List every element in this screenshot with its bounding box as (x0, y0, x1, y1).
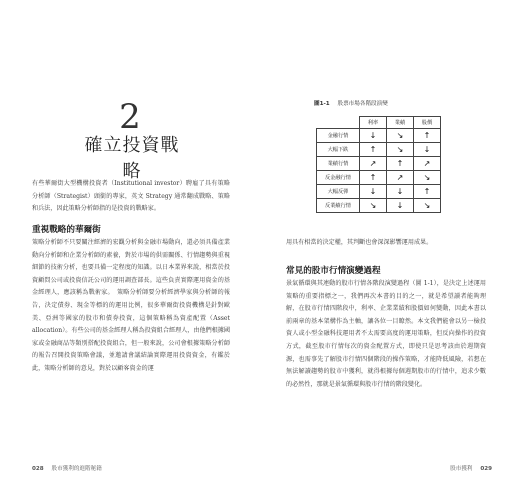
table-row (317, 129, 441, 143)
figure-title: 股票市場各階段演變 (337, 101, 388, 107)
arrow-down-icon: ↓ (396, 186, 404, 196)
arrow-cell (387, 185, 414, 199)
table-row (317, 171, 441, 185)
section-heading-right: 常見的股市行情演變過程 (286, 266, 381, 276)
row-label: 反金融行情 (317, 171, 360, 185)
table-row (317, 157, 441, 171)
table-body (317, 129, 441, 213)
table-row (317, 143, 441, 157)
table-row (317, 199, 441, 213)
section-paragraph-right: 景氣循環與其連動的股市行情各階段演變過程（圖 1-1），是決定上述運用策略的重要指標之一，我們再次本書的目的之一，就是希望讀者能夠理解，在股市行情四階段中，利率、企業業績和股價如何變動，因此本書以前兩章的基本架構作為主軸，讓各位一目瞭然。本文我們能會以另一檢投資人或小型金融科技運用者不太需要高度的運用策略，但反向操作的投資方式，截至股市行情每次的資金配置方式，即使只是思考該由於週期資源，也需事先了解股市行情四個階段的操作策略，才能降低風險，若想在無法解讀趨勢的股市中獲利，就得根據每個週期股市的行情中，追求少數的必然性，那就是景氣循環與股市行情的階段變化。 (286, 280, 486, 388)
arrow-cell (360, 199, 387, 213)
arrow-up-icon: ↑ (423, 130, 431, 140)
arrow-down-icon: ↓ (423, 144, 431, 154)
column-header: 利率 (360, 117, 387, 129)
arrow-cell (360, 157, 387, 171)
arrow-down-right-icon: ↘ (396, 144, 404, 154)
arrow-cell (387, 143, 414, 157)
arrow-cell (414, 171, 441, 185)
arrow-up-right-icon: ↗ (396, 172, 404, 182)
arrow-down-right-icon: ↘ (423, 172, 431, 182)
arrow-cell (360, 143, 387, 157)
arrow-down-icon: ↓ (369, 130, 377, 140)
arrow-cell (387, 157, 414, 171)
arrow-cell (414, 157, 441, 171)
arrow-down-right-icon: ↘ (396, 130, 404, 140)
figure-label: 圖1-1 (314, 101, 330, 107)
arrow-up-icon: ↑ (369, 172, 377, 182)
row-label: 大幅反彈 (317, 185, 360, 199)
arrow-down-right-icon: ↘ (423, 200, 431, 210)
arrow-up-right-icon: ↗ (369, 158, 377, 168)
intro-paragraph: 有些華爾街大型機構投資者（Institutional investor）聘雇了具有策略分析師（Strategist）頭銜的專家，英文 Strategy 通常翻成戰略、策略和兵法，因此策略分析師指的是投資的戰略家。 (32, 180, 230, 213)
row-label: 金融行情 (317, 129, 360, 143)
arrow-cell (387, 199, 414, 213)
column-header: 業績 (387, 117, 414, 129)
folio-left (32, 464, 102, 472)
table-corner (317, 117, 360, 129)
running-head-right: 股市獲利 (450, 466, 473, 472)
arrow-cell (387, 171, 414, 185)
page-number-left: 028 (32, 466, 44, 472)
chapter-number: 2 (119, 97, 141, 137)
page-number-right: 029 (480, 466, 492, 472)
continuation-paragraph: 用具有相當的決定權，其判斷也會深深影響運用成果。 (286, 239, 433, 246)
arrow-cell (414, 199, 441, 213)
arrow-cell (387, 129, 414, 143)
arrow-up-icon: ↑ (396, 158, 404, 168)
row-label: 業績行情 (317, 157, 360, 171)
right-page (260, 0, 520, 500)
arrow-cell (360, 129, 387, 143)
column-header: 股價 (414, 117, 441, 129)
arrow-cell (414, 129, 441, 143)
row-label: 大幅下跌 (317, 143, 360, 157)
arrow-cell (414, 185, 441, 199)
arrow-up-right-icon: ↗ (423, 158, 431, 168)
arrow-down-icon: ↓ (369, 186, 377, 196)
table-header-row (317, 117, 441, 129)
arrow-cell (360, 171, 387, 185)
folio-right (450, 464, 492, 472)
arrow-cell (414, 143, 441, 157)
section-heading-left: 重視戰略的華爾街 (32, 225, 101, 235)
arrow-up-icon: ↑ (423, 186, 431, 196)
running-head-left: 股市獲利的進階秘籍 (51, 466, 102, 472)
row-label: 反業績行情 (317, 199, 360, 213)
chapter-title: 確立投資戰略 (84, 135, 180, 182)
arrow-down-icon: ↓ (396, 200, 404, 210)
arrow-up-icon: ↑ (369, 144, 377, 154)
market-phase-table (316, 116, 441, 213)
arrow-down-right-icon: ↘ (369, 200, 377, 210)
figure-caption (314, 99, 388, 107)
arrow-cell (360, 185, 387, 199)
table-row (317, 185, 441, 199)
section-paragraph-left: 策略分析師不只要關注經濟的宏觀分析與金融市場動向，還必須具備產業動向分析師和企業分析師的素養，對於市場的供需關係、行情趨勢與重視細節的技術分析，也要具備一定程度的知識。以日本業界來說，相當於投資顧問公司或投資信託公司的運用調查部長。這些負責實際運用資金的基金經理人，應該稱為戰術家。 策略分析師要分析經濟學家與分析師的報告，決定債券、現金等標的的運用比例，很多華爾街投資機構是針對歐美、亞洲等國家的股市和債券投資，這個策略稱為資產配置（Asset allocation）。有些公司的基金經理人稱為投資組合經理人，由他們根據國家或金融商品等類別搭配投資組合，但一般來說，公司會根據策略分析師的報告召開投資策略會議，並邀請會議結論實際運用投資資金，有鑑於此，策略分析師的意見，對於以顧客資金的運 (32, 239, 230, 372)
